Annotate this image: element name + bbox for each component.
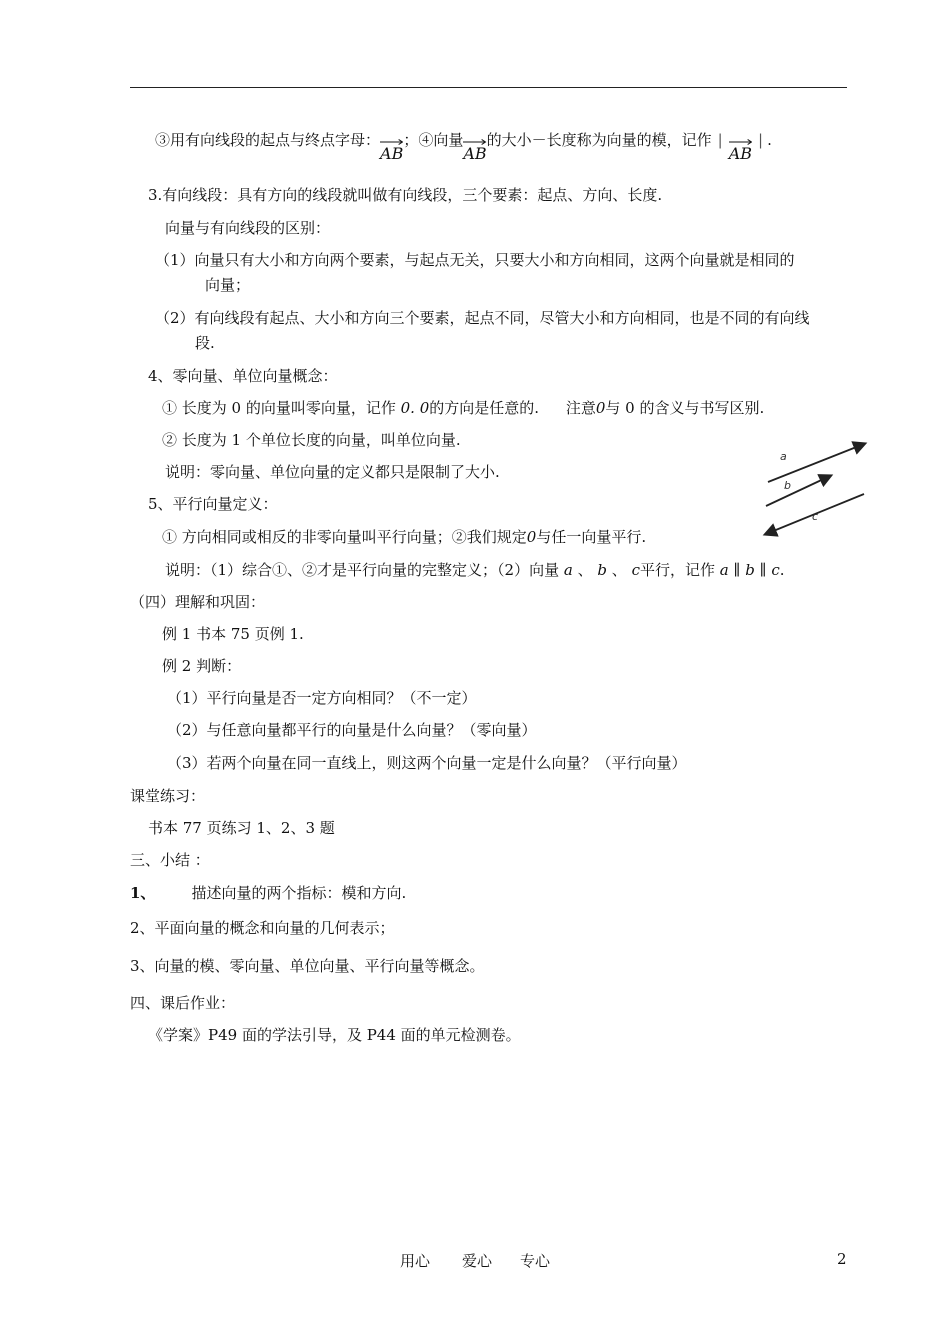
line-practice-items: 书本 77 页练习 1、2、3 题	[148, 819, 335, 837]
line-directed-segment: 3.有向线段：具有方向的线段就叫做有向线段，三个要素：起点、方向、长度.	[148, 186, 663, 204]
footer-text-2: 爱心	[462, 1252, 493, 1270]
line-parallel-definition	[162, 527, 646, 547]
line-summary-1	[130, 883, 406, 903]
line-difference-heading: 向量与有向线段的区别：	[165, 219, 331, 237]
text-segment: ；④向量	[403, 131, 464, 149]
text-segment: 描述向量的两个指标：模和方向.	[191, 884, 407, 902]
text-segment: 说明：（1）综合①、②才是平行向量的完整定义；（2）向量	[165, 561, 560, 579]
vector-a: a	[563, 561, 573, 579]
label-b: b	[784, 479, 791, 492]
line-homework: 《学案》P49 面的学法引导，及 P44 面的单元检测卷。	[148, 1026, 521, 1044]
text-segment: 的大小－长度称为向量的模，记作	[486, 131, 712, 149]
label-c: c	[812, 510, 819, 523]
text-segment: 与 0 的含义与书写区别.	[605, 399, 765, 417]
header-rule	[130, 87, 847, 88]
line-difference-2-cont: 段.	[195, 334, 215, 352]
vector-c: c	[631, 561, 640, 579]
vector-b-arrow	[766, 476, 830, 506]
line-unit-vector: ② 长度为 1 个单位长度的向量，叫单位向量.	[162, 431, 461, 449]
footer-text-1: 用心	[400, 1252, 431, 1270]
line-example-2: 例 2 判断：	[162, 657, 242, 675]
zero-symbol: 0	[526, 528, 537, 546]
text-segment: 与任一向量平行.	[536, 528, 647, 546]
text-segment: .	[779, 561, 785, 579]
vector-ab	[380, 139, 403, 163]
line-summary-3: 3、向量的模、零向量、单位向量、平行向量等概念。	[130, 957, 485, 975]
text-segment: 的方向是任意的.	[429, 399, 540, 417]
vector-label: AB	[728, 144, 753, 163]
vector-b: b	[597, 561, 608, 579]
vector-label: AB	[463, 144, 487, 163]
vector-b: b	[745, 561, 755, 579]
label-a: a	[780, 450, 787, 463]
parallel-vectors-figure	[760, 440, 870, 540]
list-number: 1、	[130, 884, 156, 902]
line-difference-1-cont: 向量；	[205, 276, 251, 294]
line-question-3: （3）若两个向量在同一直线上，则这两个向量一定是什么向量？（平行向量）	[167, 754, 687, 772]
text-segment: .	[767, 131, 772, 149]
text-segment: ③用有向线段的起点与终点字母：	[155, 131, 381, 149]
line-parallel-note	[165, 560, 785, 580]
line-module-definition: ③用有向线段的起点与终点字母： AB；④向量 AB的大小－长度称为向量的模，记作 | AB| .	[155, 131, 772, 163]
line-difference-2: （2）有向线段有起点、大小和方向三个要素，起点不同，尽管大小和方向相同，也是不同的有向线	[155, 309, 810, 327]
vector-a: a	[719, 561, 729, 579]
text-segment: 、	[577, 561, 593, 579]
line-question-1: （1）平行向量是否一定方向相同？（不一定）	[167, 689, 477, 707]
line-note-size: 说明：零向量、单位向量的定义都只是限制了大小.	[165, 463, 500, 481]
text-segment: ① 长度为 0 的向量叫零向量，记作	[162, 399, 396, 417]
text-segment: 平行，记作	[640, 561, 716, 579]
line-summary-2: 2、平面向量的概念和向量的几何表示；	[130, 919, 395, 937]
line-zero-unit-heading: 4、零向量、单位向量概念：	[148, 367, 338, 385]
line-summary-heading: 三、小结 ：	[130, 851, 210, 869]
vector-label: AB	[380, 144, 404, 163]
line-zero-vector	[162, 398, 764, 418]
line-homework-heading: 四、课后作业：	[130, 994, 236, 1012]
text-segment: ① 方向相同或相反的非零向量叫平行向量；②我们规定	[162, 528, 527, 546]
vector-ab	[463, 139, 486, 163]
footer-text-3: 专心	[520, 1252, 551, 1270]
parallel-symbol: ∥	[759, 561, 767, 579]
line-classroom-practice: 课堂练习：	[130, 787, 206, 805]
line-example-1: 例 1 书本 75 页例 1.	[162, 625, 304, 643]
line-parallel-heading: 5、平行向量定义：	[148, 495, 278, 513]
vector-c: c	[771, 561, 780, 579]
line-question-2: （2）与任意向量都平行的向量是什么向量？（零向量）	[167, 721, 537, 739]
text-segment: 、	[611, 561, 627, 579]
text-segment: 注意	[565, 399, 596, 417]
line-section-4: （四）理解和巩固：	[130, 593, 266, 611]
zero-symbol: 0	[595, 399, 606, 417]
vector-ab	[729, 139, 752, 163]
page-number: 2	[837, 1250, 847, 1268]
zero-symbol: 0.	[400, 399, 415, 417]
zero-symbol: 0	[419, 399, 430, 417]
line-difference-1: （1）向量只有大小和方向两个要素，与起点无关，只要大小和方向相同，这两个向量就是相同的	[155, 251, 795, 269]
parallel-symbol: ∥	[733, 561, 741, 579]
